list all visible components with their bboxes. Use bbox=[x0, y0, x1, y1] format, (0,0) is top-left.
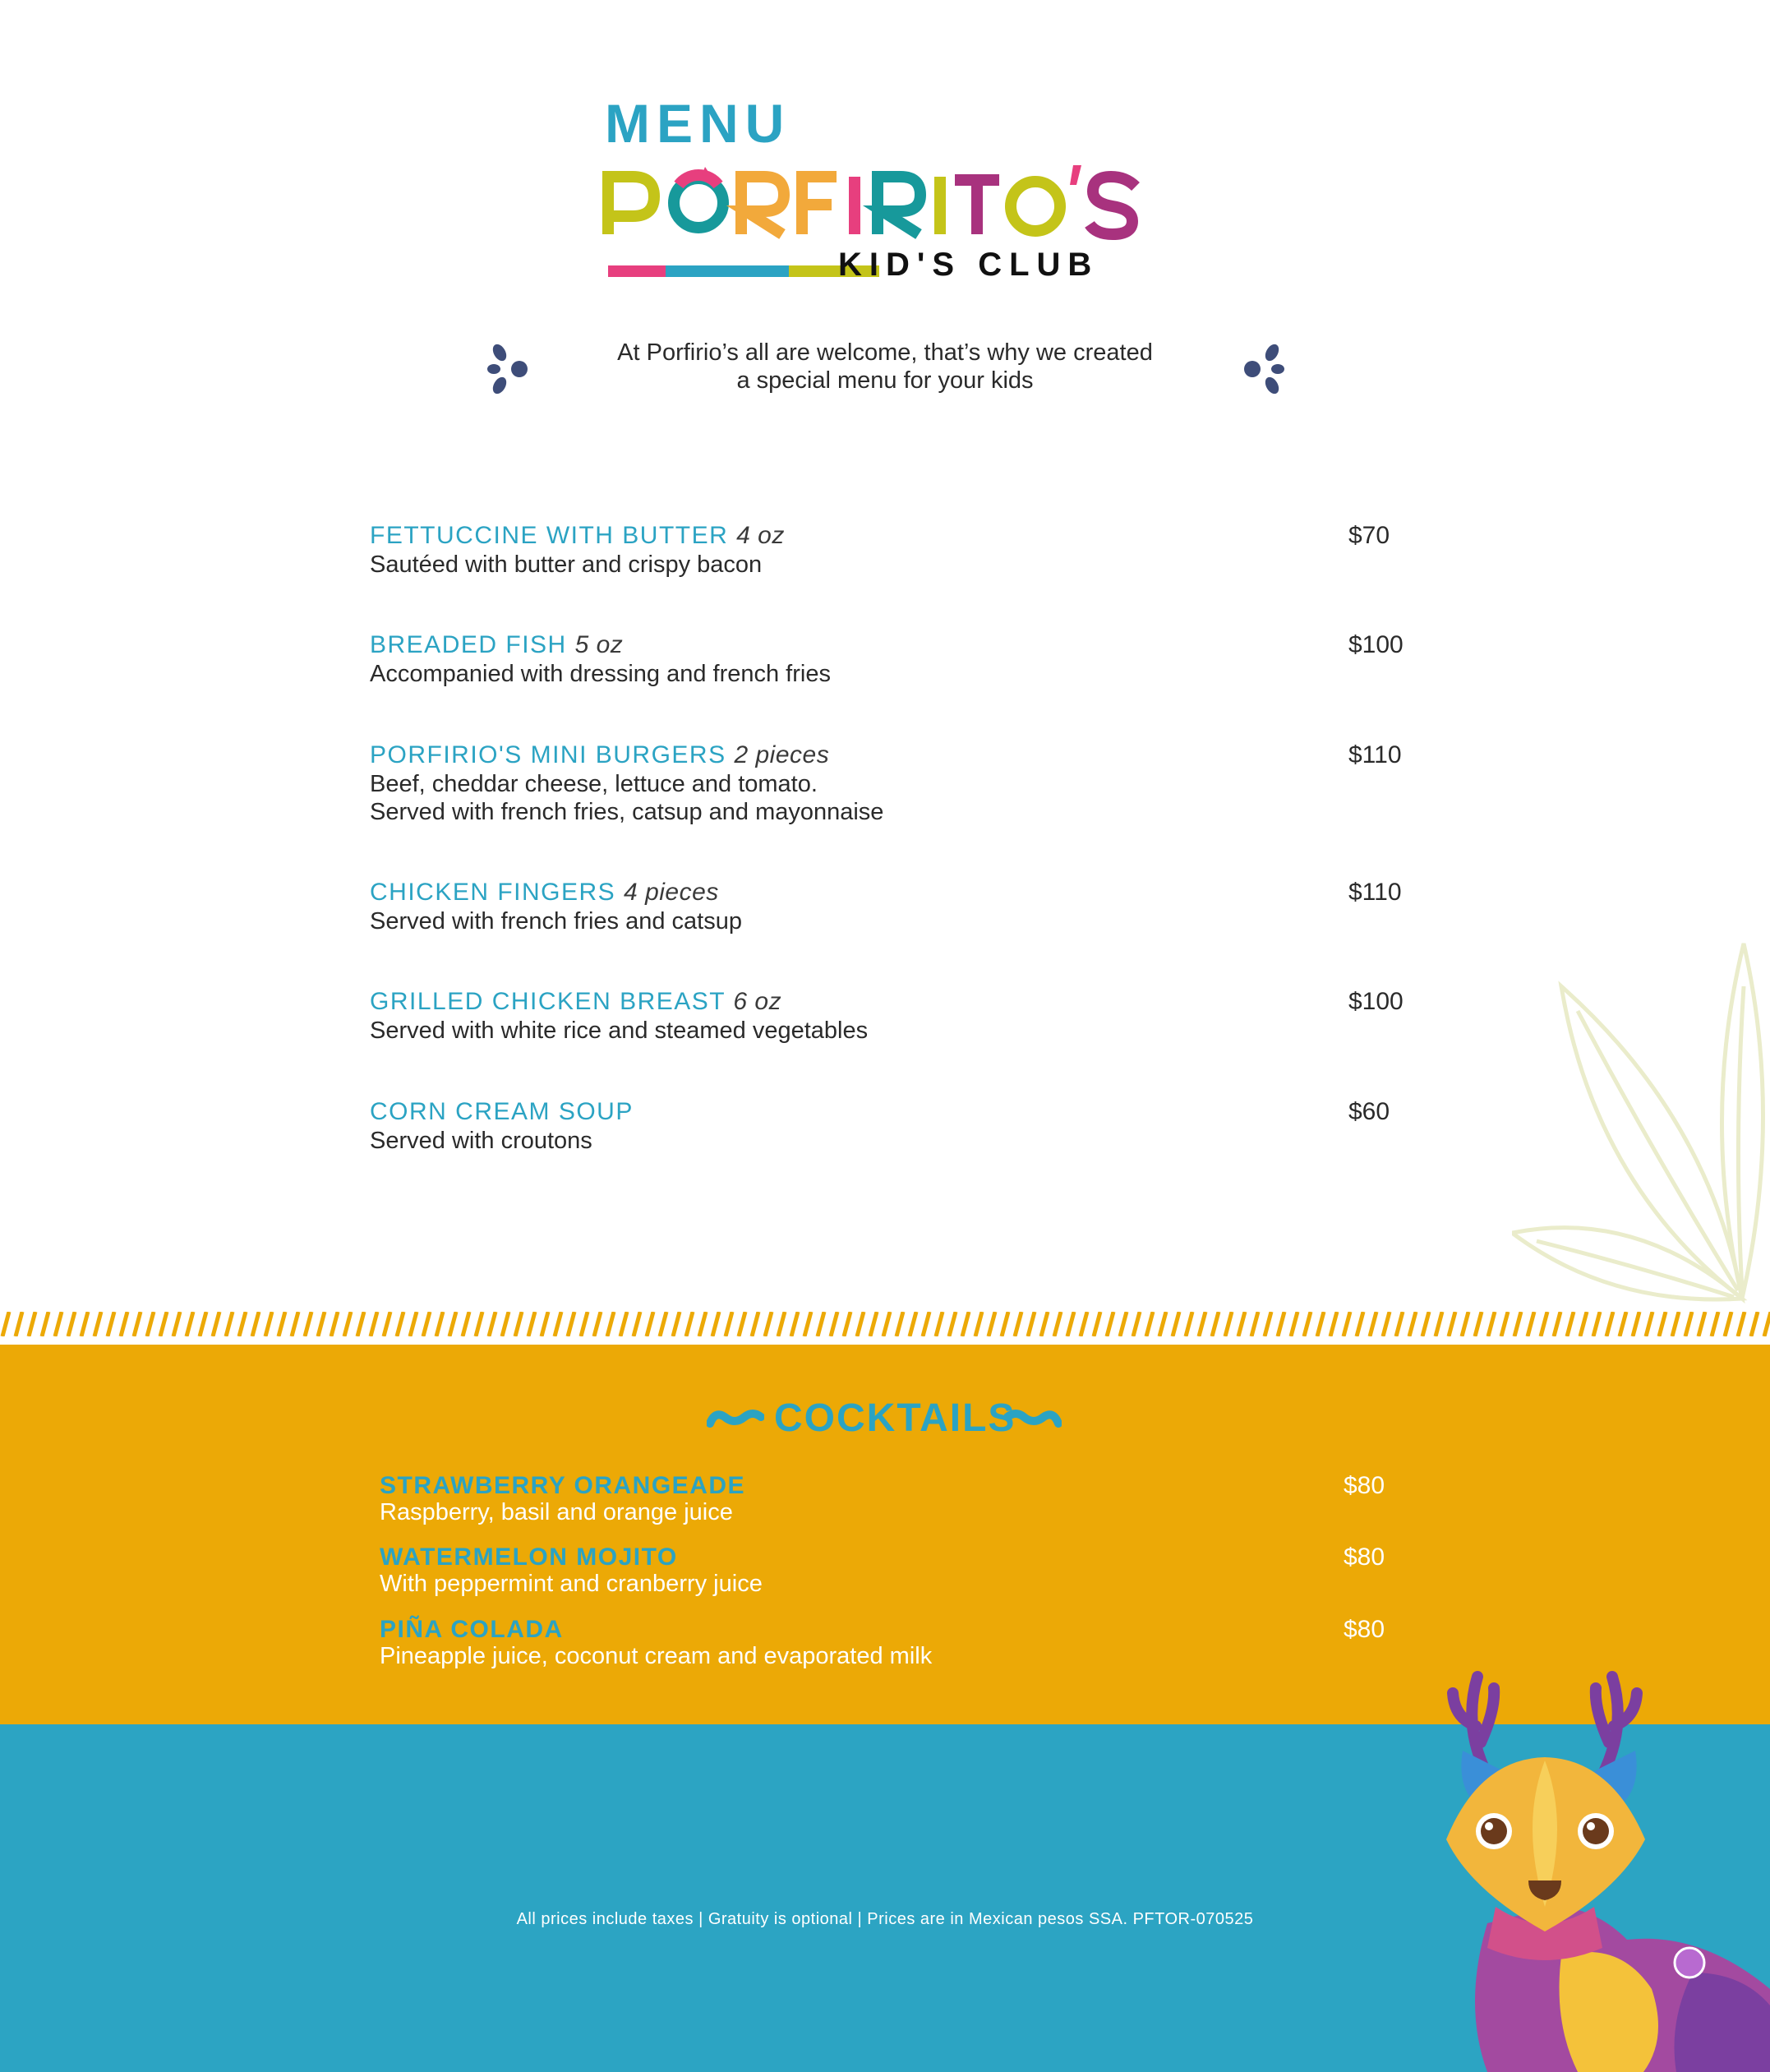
item-quantity: 2 pieces bbox=[734, 741, 830, 768]
item-title bbox=[370, 878, 1422, 907]
flourish-icon bbox=[483, 341, 532, 399]
intro-text bbox=[575, 339, 1195, 395]
leaf-decoration bbox=[1512, 937, 1770, 1307]
item-description: Sautéed with butter and crispy bacon bbox=[370, 551, 763, 578]
cocktail-item bbox=[380, 1617, 1399, 1669]
item-name: BREADED FISH bbox=[370, 631, 567, 658]
item-title bbox=[370, 1097, 1422, 1127]
item-name: CHICKEN FINGERS bbox=[370, 879, 616, 906]
item-price: $110 bbox=[1348, 741, 1402, 768]
cocktail-price: $80 bbox=[1344, 1472, 1385, 1499]
intro-line: a special menu for your kids bbox=[736, 367, 1034, 394]
cocktail-name: STRAWBERRY ORANGEADE bbox=[380, 1472, 746, 1499]
item-name: GRILLED CHICKEN BREAST bbox=[370, 988, 726, 1015]
menu-item bbox=[370, 878, 1422, 935]
item-price: $100 bbox=[1348, 988, 1404, 1015]
menu-item bbox=[370, 521, 1422, 579]
item-title bbox=[370, 630, 1422, 660]
cocktail-item bbox=[380, 1544, 1399, 1597]
cocktail-description: Pineapple juice, coconut cream and evaporated milk bbox=[380, 1643, 933, 1669]
footer-note: All prices include taxes | Gratuity is optional | Prices are in Mexican pesos SSA. PFTOR-070525 bbox=[516, 1910, 1254, 1928]
zigzag-border bbox=[0, 1312, 1770, 1336]
cocktail-price: $80 bbox=[1344, 1616, 1385, 1643]
cocktail-price: $80 bbox=[1344, 1544, 1385, 1571]
item-name: PORFIRIO'S MINI BURGERS bbox=[370, 741, 726, 768]
menu-item bbox=[370, 630, 1422, 688]
item-price: $60 bbox=[1348, 1098, 1390, 1125]
cocktail-item bbox=[380, 1473, 1399, 1525]
item-quantity: 5 oz bbox=[574, 631, 624, 658]
item-title bbox=[370, 987, 1422, 1017]
menu-label: MENU bbox=[605, 93, 791, 154]
item-title bbox=[370, 521, 1422, 551]
intro-line: At Porfirio’s all are welcome, that’s why we created bbox=[617, 339, 1153, 366]
cocktail-name: PIÑA COLADA bbox=[380, 1616, 564, 1643]
item-description: Served with croutons bbox=[370, 1128, 592, 1154]
item-description: Beef, cheddar cheese, lettuce and tomato. bbox=[370, 771, 818, 797]
cocktails-heading bbox=[707, 1396, 1063, 1445]
menu-item bbox=[370, 1097, 1422, 1155]
kids-club-label: KID'S CLUB bbox=[838, 247, 1099, 283]
swirl-icon bbox=[707, 1407, 764, 1432]
item-description: Served with french fries, catsup and mayonnaise bbox=[370, 799, 884, 825]
item-description: Served with white rice and steamed vegetables bbox=[370, 1018, 869, 1044]
item-price: $100 bbox=[1348, 631, 1404, 658]
item-quantity: 4 pieces bbox=[624, 879, 719, 906]
item-price: $70 bbox=[1348, 522, 1390, 549]
cocktail-description: With peppermint and cranberry juice bbox=[380, 1571, 763, 1597]
deer-illustration bbox=[1430, 1660, 1770, 2072]
item-description: Accompanied with dressing and french fries bbox=[370, 661, 831, 687]
menu-item bbox=[370, 987, 1422, 1045]
item-quantity: 4 oz bbox=[736, 522, 785, 549]
flourish-icon bbox=[1239, 341, 1288, 399]
item-description: Served with french fries and catsup bbox=[370, 908, 742, 934]
item-name: CORN CREAM SOUP bbox=[370, 1098, 634, 1125]
cocktails-title: COCKTAILS bbox=[774, 1396, 1016, 1440]
cocktail-description: Raspberry, basil and orange juice bbox=[380, 1499, 733, 1525]
item-name: FETTUCCINE WITH BUTTER bbox=[370, 522, 729, 549]
menu-item bbox=[370, 741, 1422, 826]
swirl-icon bbox=[1004, 1407, 1062, 1432]
item-price: $110 bbox=[1348, 879, 1402, 906]
cocktail-name: WATERMELON MOJITO bbox=[380, 1544, 678, 1571]
item-title bbox=[370, 741, 1422, 770]
item-quantity: 6 oz bbox=[733, 988, 782, 1015]
